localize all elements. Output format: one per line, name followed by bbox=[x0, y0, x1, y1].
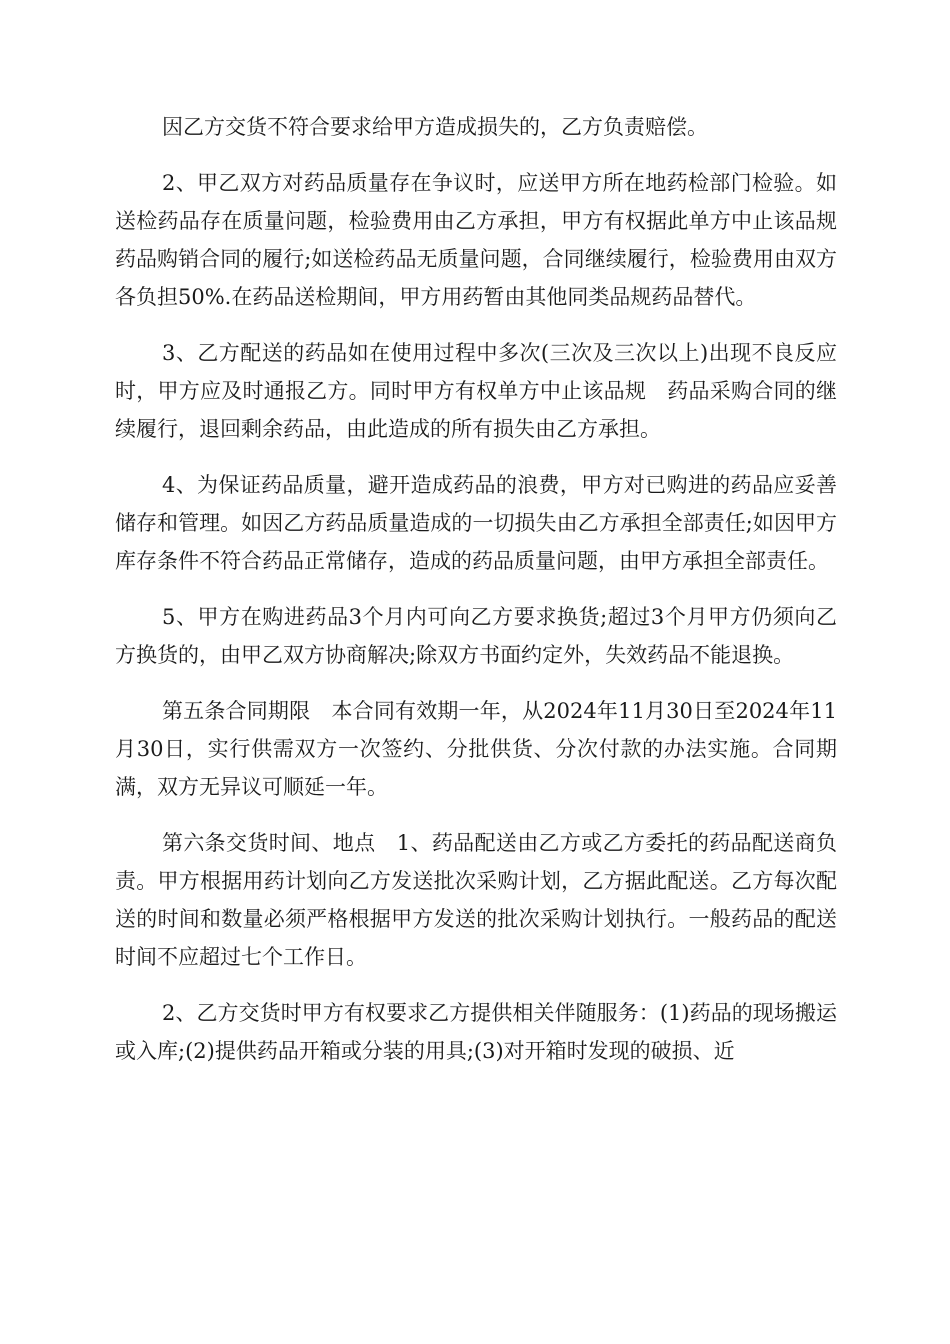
paragraph-storage: 4、为保证药品质量，避开造成药品的浪费，甲方对已购进的药品应妥善储存和管理。如因乙方药品质量造成的一切损失由乙方承担全部责任;如因甲方库存条件不符合药品正常储存，造成的药品质量问题，由甲方承担全部责任。 bbox=[115, 473, 837, 573]
paragraph-exchange: 5、甲方在购进药品3个月内可向乙方要求换货;超过3个月甲方仍须向乙方换货的，由甲乙双方协商解决;除双方书面约定外，失效药品不能退换。 bbox=[115, 605, 837, 667]
paragraph-quality-dispute: 2、甲乙双方对药品质量存在争议时，应送甲方所在地药检部门检验。如送检药品存在质量问题，检验费用由乙方承担，甲方有权据此单方中止该品规药品购销合同的履行;如送检药品无质量问题，合同继续履行，检验费用由双方各负担50%.在药品送检期间，甲方用药暂由其他同类品规药品替代。 bbox=[115, 171, 837, 309]
paragraph-accompanying-services: 2、乙方交货时甲方有权要求乙方提供相关伴随服务：(1)药品的现场搬运或入库;(2)提供药品开箱或分装的用具;(3)对开箱时发现的破损、近 bbox=[115, 1001, 837, 1063]
paragraph-adverse-reaction: 3、乙方配送的药品如在使用过程中多次(三次及三次以上)出现不良反应时，甲方应及时通报乙方。同时甲方有权单方中止该品规 药品采购合同的继续履行，退回剩余药品，由此造成的所有损失由乙方承担。 bbox=[115, 341, 837, 441]
paragraph-compensation: 因乙方交货不符合要求给甲方造成损失的，乙方负责赔偿。 bbox=[162, 115, 708, 139]
document-body bbox=[115, 108, 837, 1088]
paragraph-article-six-delivery: 第六条交货时间、地点 1、药品配送由乙方或乙方委托的药品配送商负责。甲方根据用药计划向乙方发送批次采购计划，乙方据此配送。乙方每次配送的时间和数量必须严格根据甲方发送的批次采购计划执行。一般药品的配送时间不应超过七个工作日。 bbox=[115, 831, 837, 969]
paragraph-article-five-term: 第五条合同期限 本合同有效期一年，从2024年11月30日至2024年11月30日，实行供需双方一次签约、分批供货、分次付款的办法实施。合同期满，双方无异议可顺延一年。 bbox=[115, 699, 837, 799]
